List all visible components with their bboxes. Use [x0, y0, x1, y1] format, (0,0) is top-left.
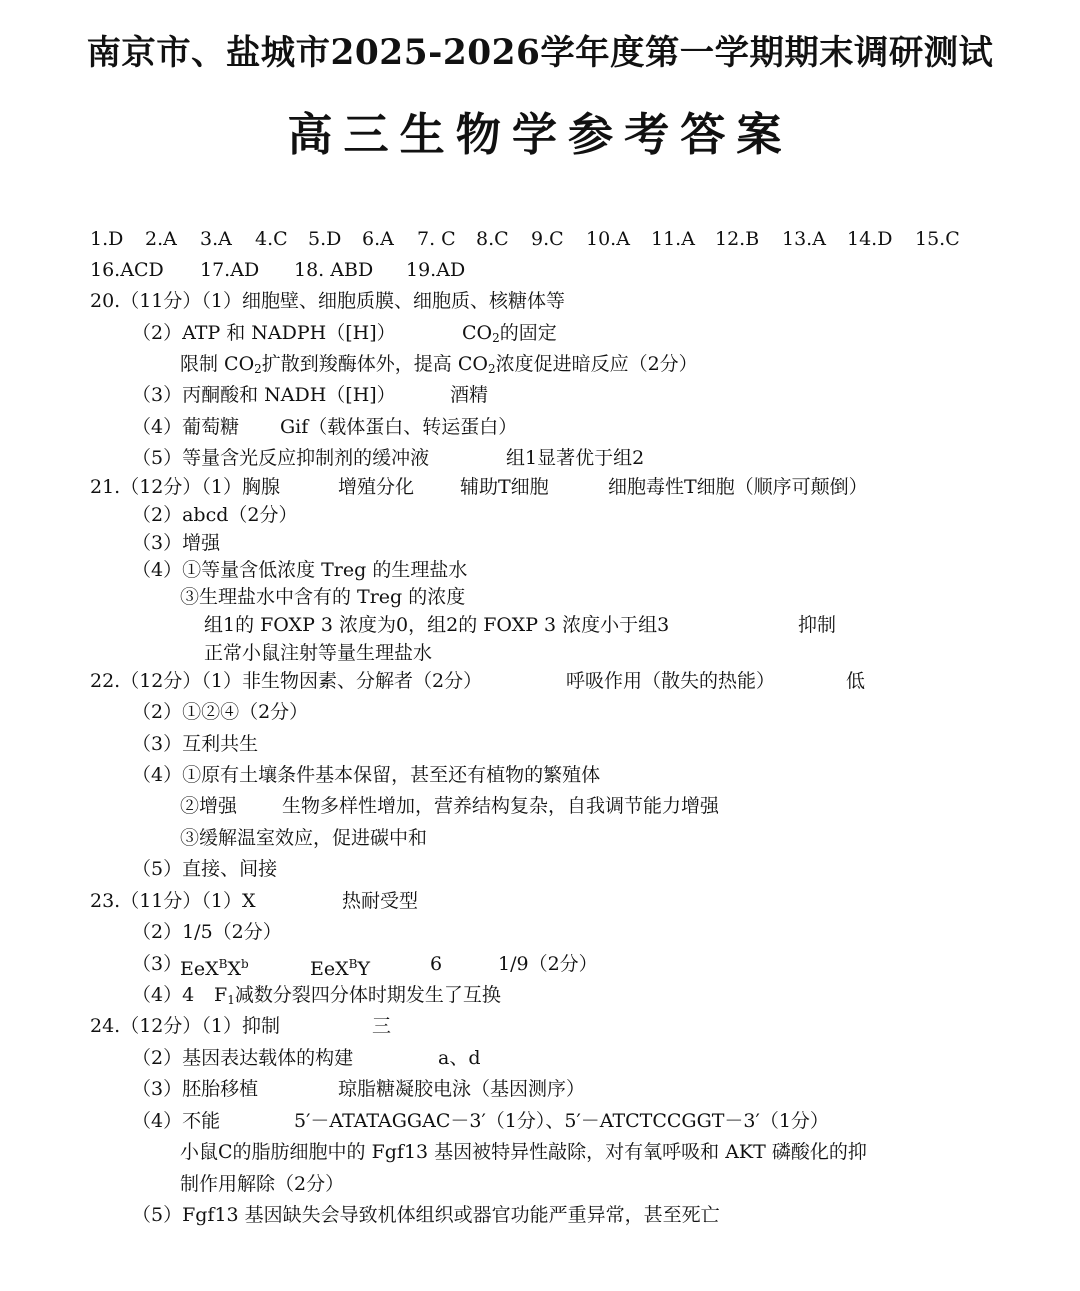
q22-part4-3: ③缓解温室效应，促进碳中和 — [180, 827, 428, 849]
answer-12: 12.B — [715, 228, 760, 250]
q20-p2-a: （2）ATP 和 NADPH（[H]） — [132, 322, 396, 344]
answer-16: 16.ACD — [90, 259, 164, 281]
q22-head-b: 呼吸作用（散失的热能） — [566, 670, 776, 692]
q22-head-a: 22.（12分）（1）非生物因素、分解者（2分） — [90, 670, 483, 692]
answer-15: 15.C — [915, 228, 960, 250]
q22-p4-2a: ②增强 — [180, 795, 238, 817]
q21-part2: （2）abcd（2分） — [132, 504, 298, 526]
q24-part4-explain-2: 制作用解除（2分） — [180, 1173, 345, 1195]
q22-part3: （3）互利共生 — [132, 733, 259, 755]
q23-genotype-1: $EeX^BX^b$ — [180, 957, 249, 980]
q21-part3: （3）增强 — [132, 532, 221, 554]
answer-5: 5.D — [308, 228, 342, 250]
choice-answers-row — [90, 228, 990, 258]
q23-p4-b: $F_1$减数分裂四分体时期发生了互换 — [214, 984, 501, 1007]
q23-p4-a: （4）4 — [132, 984, 195, 1006]
q20-header: 20.（11分）（1）细胞壁、细胞质膜、细胞质、核糖体等 — [90, 290, 565, 312]
q21-head-d: 细胞毒性T细胞（顺序可颠倒） — [608, 476, 868, 498]
q22-part5: （5）直接、间接 — [132, 858, 278, 880]
q20-p4-a: （4）葡萄糖 — [132, 416, 240, 438]
q20-part2-explain: 限制 $CO_2$扩散到羧酶体外，提高 $CO_2$浓度促进暗反应（2分） — [180, 353, 698, 376]
q23-head-a: 23.（11分）（1）X — [90, 890, 256, 912]
q24-p4-b: 5′－ATATAGGAC－3′（1分）、5′－ATCTCCGGT－3′（1分） — [294, 1110, 829, 1132]
q23-p3-num: 6 — [430, 953, 443, 975]
multi-answers-row — [90, 259, 990, 289]
q24-part5: （5）Fgf13 基因缺失会导致机体组织或器官功能严重异常，甚至死亡 — [132, 1204, 720, 1226]
q21-part4-1: （4）①等量含低浓度 Treg 的生理盐水 — [132, 559, 468, 581]
answer-9: 9.C — [531, 228, 564, 250]
answer-13: 13.A — [782, 228, 826, 250]
q21-p4-result-b: 抑制 — [798, 614, 837, 636]
q24-head-b: 三 — [372, 1015, 392, 1037]
answer-8: 8.C — [476, 228, 509, 250]
q22-part2: （2）①②④（2分） — [132, 701, 309, 723]
q24-p2-b: a、d — [438, 1047, 481, 1069]
document-subtitle: 高三生物学参考答案 — [287, 108, 793, 161]
answer-4: 4.C — [255, 228, 288, 250]
q23-genotype-2: EeX$^B$Y — [310, 957, 371, 980]
answer-6: 6.A — [362, 228, 394, 250]
answer-14: 14.D — [847, 228, 893, 250]
answer-10: 10.A — [586, 228, 630, 250]
q24-p3-a: （3）胚胎移植 — [132, 1078, 259, 1100]
q20-p2-b: $CO_2$的固定 — [462, 322, 557, 345]
q23-part2: （2）1/5（2分） — [132, 921, 282, 943]
q23-p3-label: （3） — [132, 953, 183, 975]
answer-17: 17.AD — [200, 259, 260, 281]
q24-head-a: 24.（12分）（1）抑制 — [90, 1015, 280, 1037]
q20-p3-a: （3）丙酮酸和 NADH（[H]） — [132, 384, 396, 406]
q24-p2-a: （2）基因表达载体的构建 — [132, 1047, 354, 1069]
q22-p4-2b: 生物多样性增加，营养结构复杂，自我调节能力增强 — [282, 795, 720, 817]
q24-p3-b: 琼脂糖凝胶电泳（基因测序） — [338, 1078, 586, 1100]
q24-p4-a: （4）不能 — [132, 1110, 221, 1132]
q21-head-b: 增殖分化 — [338, 476, 415, 498]
q21-head-c: 辅助T细胞 — [460, 476, 549, 498]
q23-head-b: 热耐受型 — [342, 890, 419, 912]
document-title: 南京市、盐城市2025-2026学年度第一学期期末调研测试 — [86, 33, 994, 73]
answer-1: 1.D — [90, 228, 124, 250]
answer-19: 19.AD — [406, 259, 466, 281]
q24-part4-explain-1: 小鼠C的脂肪细胞中的 Fgf13 基因被特异性敲除，对有氧呼吸和 AKT 磷酸化的抑 — [180, 1141, 867, 1163]
q23-p3-frac: 1/9（2分） — [498, 953, 598, 975]
q20-p5-b: 组1显著优于组2 — [506, 447, 645, 469]
q22-head-c: 低 — [846, 670, 866, 692]
q20-p3-b: 酒精 — [450, 384, 489, 406]
q21-part4-note: 正常小鼠注射等量生理盐水 — [204, 642, 433, 664]
q20-p5-a: （5）等量含光反应抑制剂的缓冲液 — [132, 447, 430, 469]
answer-11: 11.A — [651, 228, 695, 250]
answer-18: 18. ABD — [294, 259, 374, 281]
q21-head-a: 21.（12分）（1）胸腺 — [90, 476, 280, 498]
answer-3: 3.A — [200, 228, 232, 250]
q22-part4-1: （4）①原有土壤条件基本保留，甚至还有植物的繁殖体 — [132, 764, 601, 786]
q20-p4-b: Gif（载体蛋白、转运蛋白） — [280, 416, 518, 438]
answer-7: 7. C — [417, 228, 456, 250]
answer-2: 2.A — [145, 228, 177, 250]
q21-part4-3: ③生理盐水中含有的 Treg 的浓度 — [180, 586, 466, 608]
q21-p4-result-a: 组1的 FOXP 3 浓度为0，组2的 FOXP 3 浓度小于组3 — [204, 614, 670, 636]
